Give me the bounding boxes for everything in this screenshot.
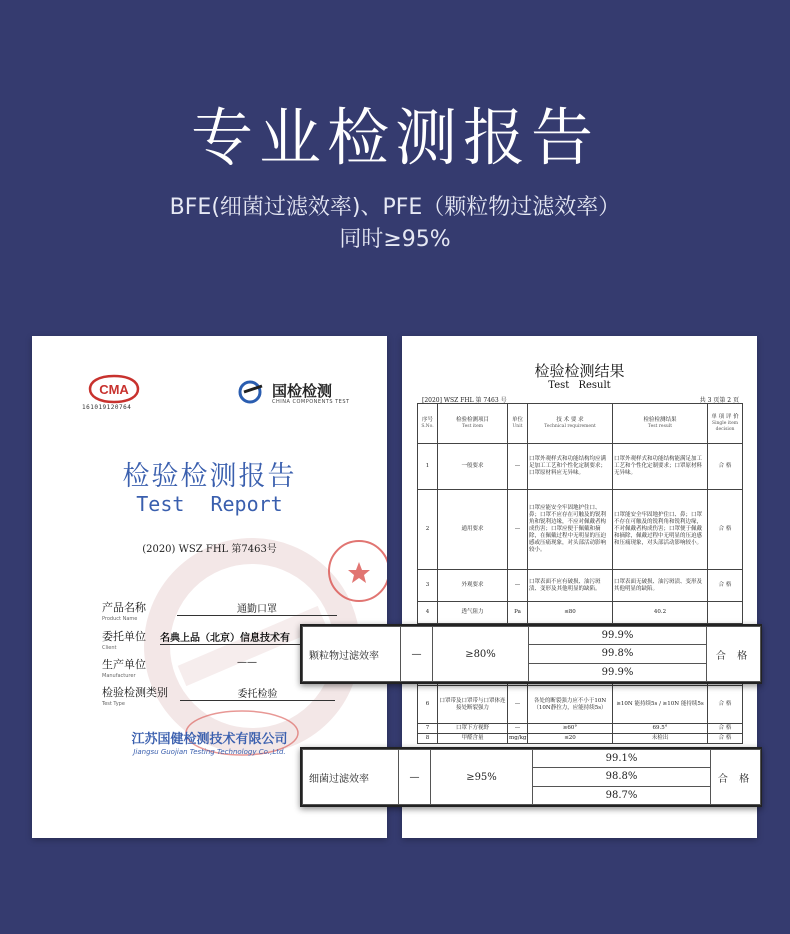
table-row: 4 透气阻力 Pa ≤80 40.2 [418,602,743,624]
cma-logo-icon [88,374,140,404]
bfe-requirement: ≥95% [431,750,533,805]
results-title: 检验检测结果 [534,362,625,380]
table-row: 3 外观要求 — 口罩表面不应有破损、油污斑渍、变形及其他明显的缺陷。 口罩表面无破损、油污斑渍、变形及其他明显的缺陷。 合 格 [418,570,743,602]
bfe-result-callout [300,747,762,807]
results-report-number: [2020] WSZ FHL 第 7463 号 [422,397,507,404]
brand-name-en: CHINA COMPONENTS TEST [272,399,350,405]
field-value-client: 名典上品（北京）信息技术有 [160,629,340,645]
table-row: 2 通用要求 — 口罩应能安全牢固地护住口、鼻；口罩不应存在可触及的锐利角和锐利边缘，不应对佩戴者构成伤害；口罩应便于佩戴和摘除，在佩戴过程中无明显的压迫感或压痛现象，对头部活动影响较小。 口罩能安全牢固地护住口、鼻；口罩不存在可触及的锐利角和锐利边缘，不对佩戴者构成伤害；口罩便于佩戴和摘除，佩戴过程中无明显的压迫感和压痛现象，对头部活动影响较小。 合 格 [418,490,743,570]
brand-name: 国检检测 [272,382,333,400]
header-cell: 技 术 要 求 Technical requirement [528,404,613,444]
field-value-manufacturer: —— [237,657,257,668]
bfe-value: 98.7% [533,786,711,804]
results-title-en: Test Result [548,380,611,391]
field-label-en: Test Type [102,701,125,707]
cover-company-name-en: Jiangsu Guojian Testing Technology Co.,Ltd. [133,748,286,756]
field-label-en: Product Name [102,616,138,622]
table-header-row [418,404,743,444]
field-label: 委托单位 [102,630,146,643]
field-label-en: Client [102,645,117,651]
header-cell: 单 项 评 价 Single item decision [708,404,743,444]
pfe-value: 99.8% [529,645,707,663]
cover-title-en: Test Report [136,492,283,516]
pfe-unit: — [401,627,433,682]
bfe-unit: — [399,750,431,805]
header-cell: 检验检测项目 Test item [438,404,508,444]
table-row: 1 一般要求 — 口罩外观样式和功能结构均应满足加工工艺和个性化定制要求；口罩原材料应无异味。 口罩外观样式和功能结构能满足加工工艺和个性化定制要求；口罩原材料无异味。 合 格 [418,444,743,490]
table-row: 8 甲醛含量 mg/kg ≤20 未检出 合 格 [418,734,743,744]
field-label: 检验检测类别 [102,686,168,699]
cma-logo-text: CMA [99,382,129,397]
field-label: 生产单位 [102,658,146,671]
hero-subtitle-line1: BFE(细菌过滤效率)、PFE（颗粒物过滤效率） [169,195,621,220]
results-table [417,403,743,744]
pfe-requirement: ≥80% [433,627,529,682]
field-product-name [102,599,146,622]
results-page-number: 共 3 页第 2 页 [699,397,739,404]
field-client [102,628,146,651]
field-manufacturer [102,656,146,679]
brand-logo-icon [236,380,268,404]
header-cell: 检验检测结果 Test result [613,404,708,444]
cover-company-name: 江苏国健检测技术有限公司 [131,732,288,747]
pfe-value: 99.9% [529,663,707,681]
table-row: 7 口罩下方视野 — ≥60° 69.5° 合 格 [418,724,743,734]
hero-title: 专业检测报告 [190,101,599,174]
field-test-type [102,684,168,707]
field-label-en: Manufacturer [102,673,136,679]
field-value-test-type: 委托检验 [180,685,335,701]
field-label: 产品名称 [102,601,146,614]
hero-subtitle [0,192,790,256]
bfe-verdict: 合 格 [711,750,761,805]
bfe-item-label: 细菌过滤效率 [303,750,399,805]
cover-title: 检验检测报告 [122,461,297,492]
bfe-value: 99.1% [533,750,711,768]
pfe-verdict: 合 格 [707,627,761,682]
field-value-product-name: 通勤口罩 [177,600,337,616]
pfe-value: 99.9% [529,627,707,645]
pfe-result-callout [300,624,762,684]
header-cell: 序号 S.No. [418,404,438,444]
bfe-value: 98.8% [533,768,711,786]
red-seal-stamp [324,536,387,606]
cma-number: 161019120764 [82,404,132,411]
table-row: 6 口罩带及口罩带与口罩体连接处断裂强力 — 各处的断裂强力应不小于10N（10N静拉力，应能持续5s） ≥10N 能持续5s / ≥10N 能持续5s 合 格 [418,686,743,724]
pfe-item-label: 颗粒物过滤效率 [303,627,401,682]
hero-subtitle-line2: 同时≥95% [339,227,451,252]
header-cell: 单位 Unit [508,404,528,444]
cover-report-number: (2020) WSZ FHL 第7463号 [142,544,277,555]
